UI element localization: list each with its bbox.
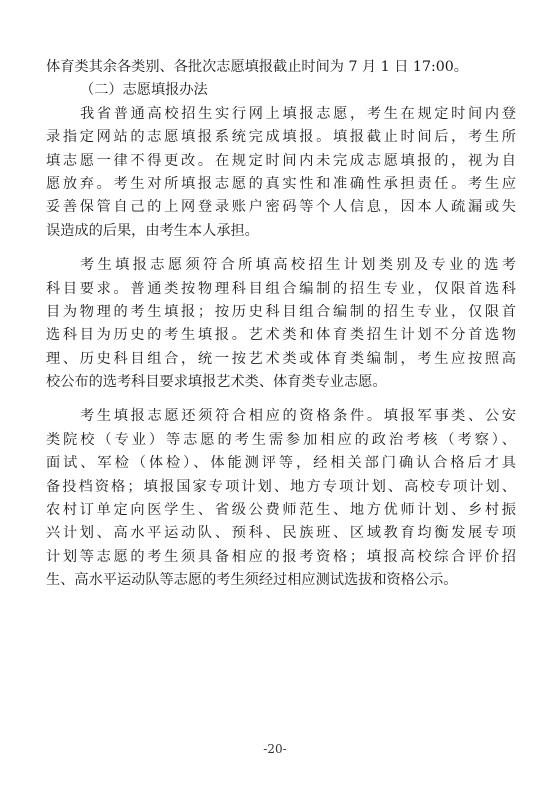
continuation-line: 体育类其余各类别、各批次志愿填报截止时间为 7 月 1 日 17:00。 [46,59,468,75]
paragraph-line: 校公布的选考科目要求填报艺术类、体育类专业志愿。 [46,374,387,391]
document-body [46,56,516,604]
paragraph-line: 兴计划、高水平运动队、预科、民族班、区域教育均衡发展专项 [46,525,516,542]
paragraph-line: 面试、军检（体检）、体能测评等，经相关部门确认合格后才具 [46,455,516,472]
paragraph-line: 生、高水平运动队等志愿的考生须经过相应测试选拔和资格公示。 [46,572,458,589]
paragraph-line: 我省普通高校招生实行网上填报志愿，考生在规定时间内登 [80,105,516,122]
paragraph-3 [46,405,516,592]
paragraph-line: 妥善保管自己的上网登录账户密码等个人信息，因本人疏漏或失 [46,199,516,216]
section-heading: （二）志愿填报办法 [80,82,208,99]
paragraph-line: 目为物理的考生填报；按历史科目组合编制的招生专业，仅限首 [46,303,516,320]
paragraph-line: 科目要求。普通类按物理科目组合编制的招生专业，仅限首选科 [46,280,516,297]
paragraph-line: 填志愿一律不得更改。在规定时间内未完成志愿填报的，视为自 [46,152,516,169]
paragraph-line: 农村订单定向医学生、省级公费师范生、地方优师计划、乡村振 [46,502,516,519]
paragraph-2 [46,254,516,394]
paragraph-1 [46,103,516,243]
paragraph-line: 录指定网站的志愿填报系统完成填报。填报截止时间后，考生所 [46,129,516,146]
paragraph-line: 类院校（专业）等志愿的考生需参加相应的政治考核（考察）、 [46,431,516,448]
paragraph-line: 理、历史科目组合，统一按艺术类或体育类编制，考生应按照高 [46,350,516,367]
paragraph-line: 选科目为历史的考生填报。艺术类和体育类招生计划不分首选物 [46,327,516,344]
page-number: -20- [263,742,287,756]
paragraph-line: 考生填报志愿还须符合相应的资格条件。填报军事类、公安 [80,408,516,425]
paragraph-line: 考生填报志愿须符合所填高校招生计划类别及专业的选考 [80,257,516,274]
paragraph-line: 计划等志愿的考生须具备相应的报考资格；填报高校综合评价招 [46,548,516,565]
paragraph-line: 愿放弃。考生对所填报志愿的真实性和准确性承担责任。考生应 [46,175,516,192]
paragraph-line: 误造成的后果，由考生本人承担。 [46,222,259,239]
paragraph-line: 备投档资格；填报国家专项计划、地方专项计划、高校专项计划、 [46,478,516,495]
